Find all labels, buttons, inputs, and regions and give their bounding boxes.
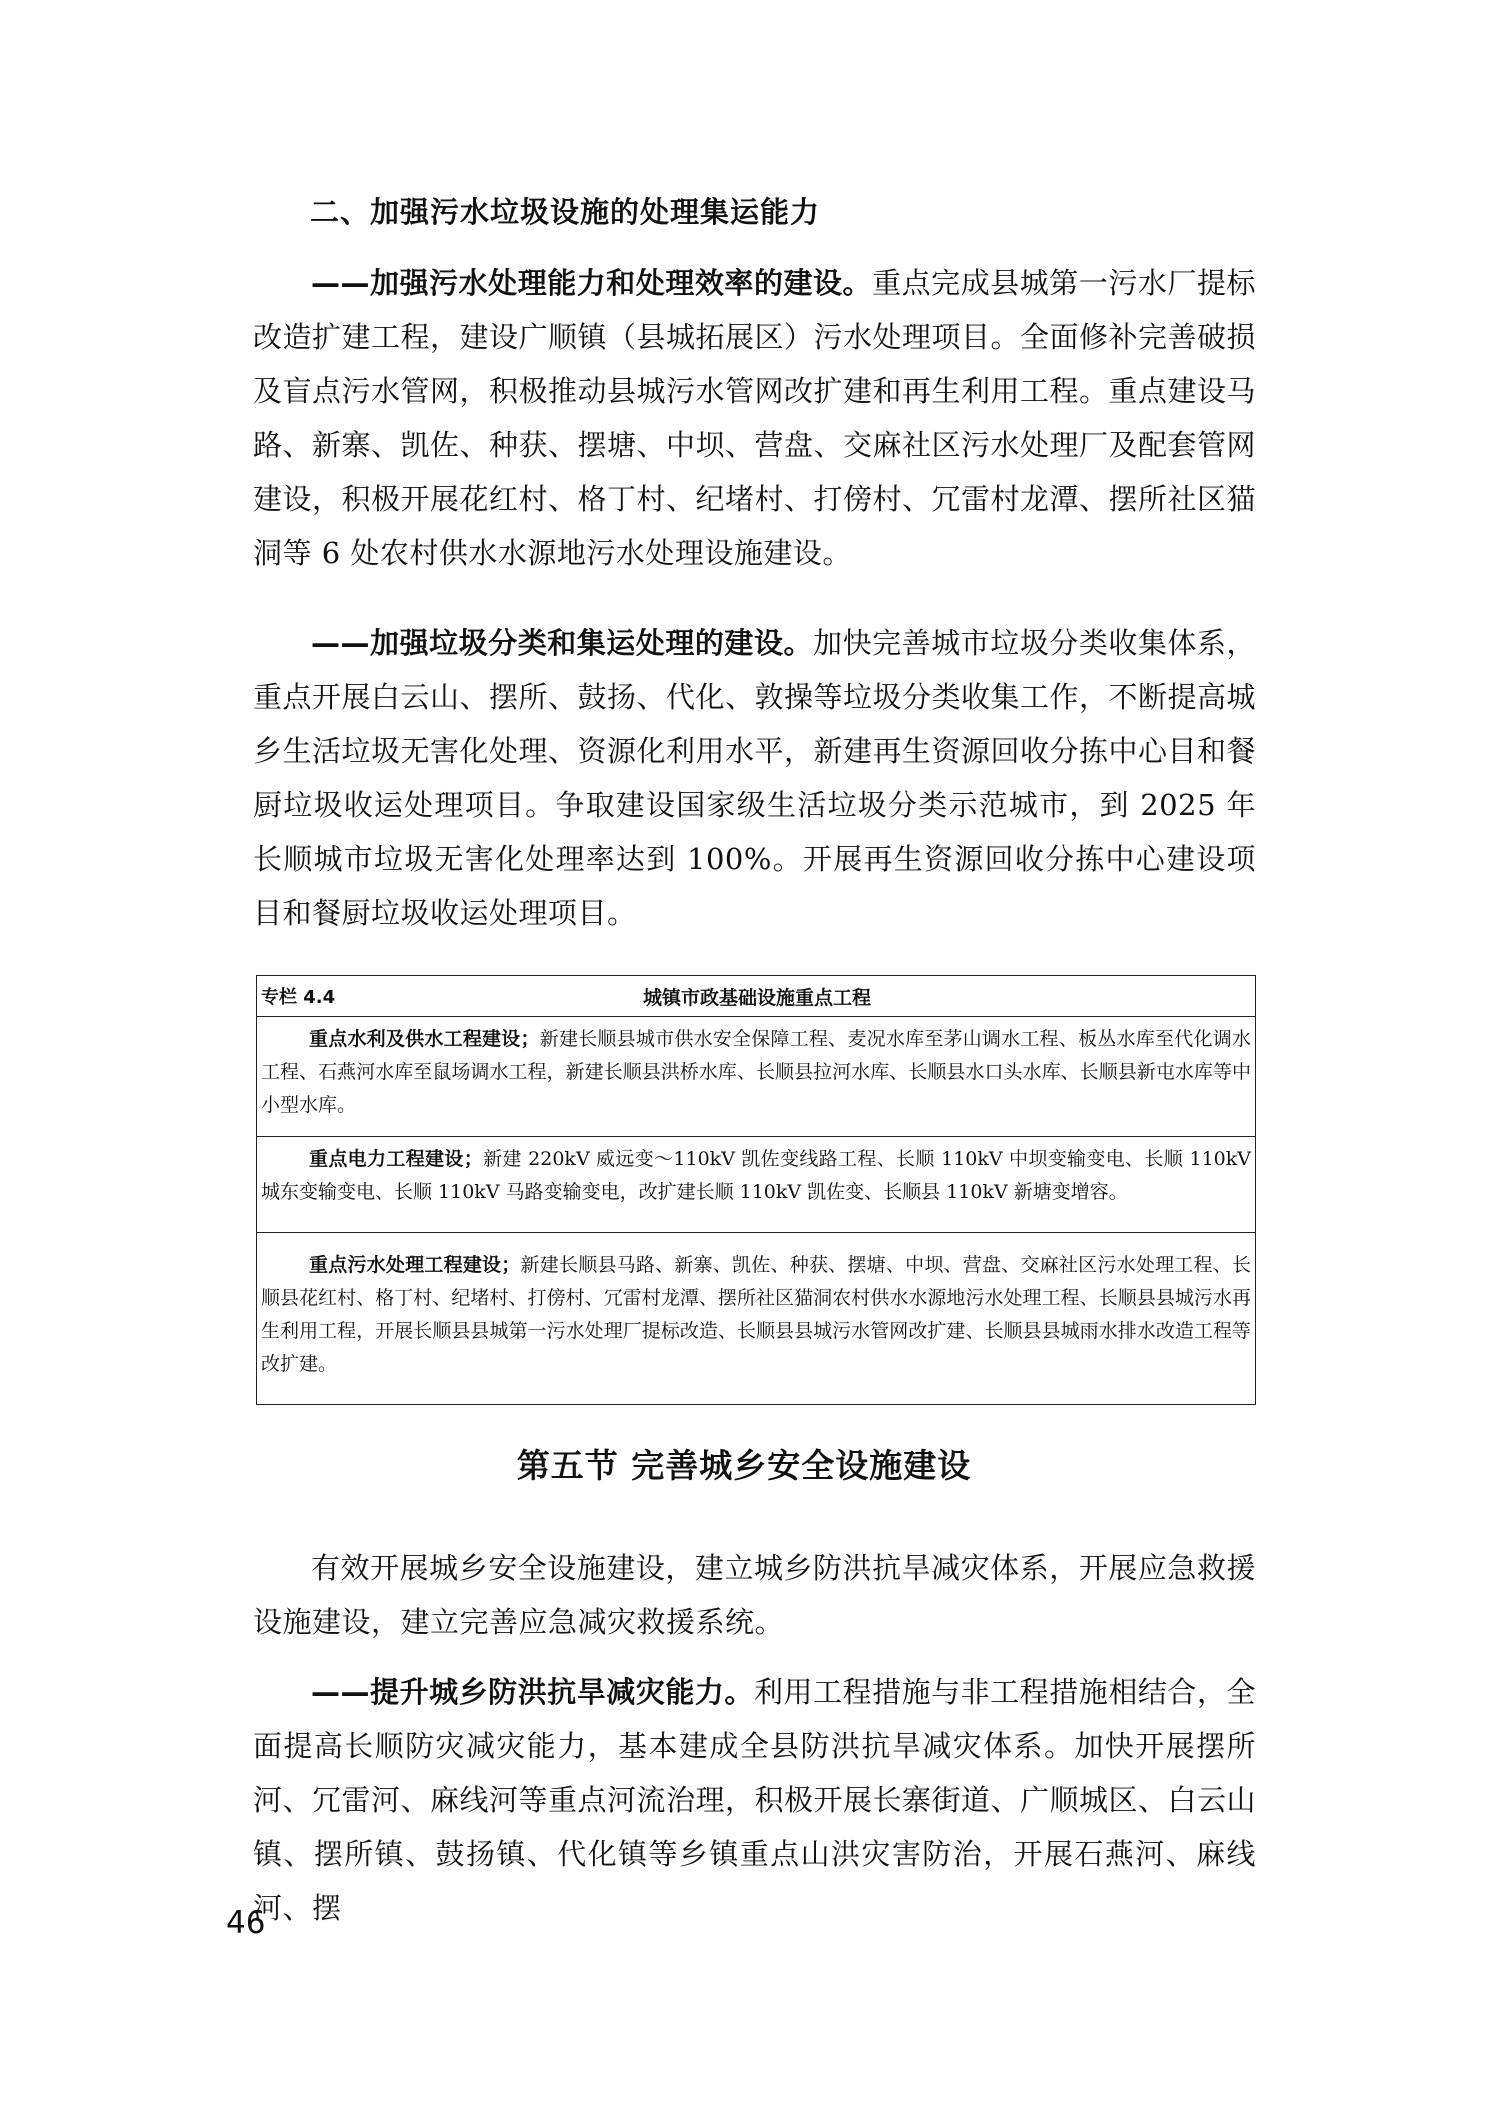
subsection-heading: 二、加强污水垃圾设施的处理集运能力 (310, 195, 821, 229)
page-number: 46 (226, 1905, 266, 1941)
feature-box (256, 975, 1256, 1405)
paragraph-text: 有效开展城乡安全设施建设，建立城乡防洪抗旱减灾体系，开展应急救援设施建设，建立完善应急减灾救援系统。 (253, 1551, 1256, 1639)
feature-box-header (257, 976, 1255, 1017)
feature-box-row-water (257, 1017, 1255, 1137)
feature-row-label: 重点污水处理工程建设； (309, 1254, 521, 1276)
paragraph-lead: ——加强污水处理能力和处理效率的建设。 (311, 266, 873, 300)
paragraph-text: 利用工程措施与非工程措施相结合，全面提高长顺防灾减灾能力，基本建成全县防洪抗旱减灾体系。加快开展摆所河、冗雷河、麻线河等重点河流治理，积极开展长寨街道、广顺城区、白云山镇、摆所镇、鼓扬镇、代化镇等乡镇重点山洪灾害防治，开展石燕河、麻线河、摆 (253, 1675, 1257, 1925)
feature-box-row-power (257, 1137, 1255, 1233)
feature-box-row-sewage (257, 1233, 1255, 1407)
feature-box-column-label: 专栏 4.4 (261, 987, 336, 1008)
feature-row-label: 重点电力工程建设； (309, 1148, 483, 1170)
feature-row-label: 重点水利及供水工程建设； (309, 1028, 540, 1050)
paragraph-text: 重点完成县城第一污水厂提标改造扩建工程，建设广顺镇（县城拓展区）污水处理项目。全面修补完善破损及盲点污水管网，积极推动县城污水管网改扩建和再生利用工程。重点建设马路、新寨、凯佐、种获、摆塘、中坝、营盘、交麻社区污水处理厂及配套管网建设，积极开展花红村、格丁村、纪堵村、打傍村、冗雷村龙潭、摆所社区猫洞等 6 处农村供水水源地污水处理设施建设。 (253, 266, 1257, 570)
section-title: 第五节 完善城乡安全设施建设 (516, 1446, 972, 1485)
paragraph-flood-control (253, 1665, 1256, 1935)
paragraph-text: 加快完善城市垃圾分类收集体系，重点开展白云山、摆所、鼓扬、代化、敦操等垃圾分类收集工作，不断提高城乡生活垃圾无害化处理、资源化利用水平，新建再生资源回收分拣中心目和餐厨垃圾收运处理项目。争取建设国家级生活垃圾分类示范城市，到 2025 年长顺城市垃圾无害化处理率达到 100%。开展再生资源回收分拣中心建设项目和餐厨垃圾收运处理项目。 (253, 626, 1257, 930)
paragraph-lead: ——加强垃圾分类和集运处理的建设。 (311, 626, 814, 660)
paragraph-lead: ——提升城乡防洪抗旱减灾能力。 (311, 1675, 754, 1709)
paragraph-safety-intro (253, 1541, 1256, 1649)
paragraph-garbage (253, 616, 1256, 940)
paragraph-sewage (253, 256, 1256, 580)
feature-row-text: 新建 220kV 威远变～110kV 凯佐变线路工程、长顺 110kV 中坝变输变电、长顺 110kV 城东变输变电、长顺 110kV 马路变输变电，改扩建长顺 110kV 凯佐变、长顺县 110kV 新塘变增容。 (261, 1148, 1251, 1203)
feature-box-title: 城镇市政基础设施重点工程 (642, 986, 871, 1009)
feature-row-text: 新建长顺县马路、新寨、凯佐、种获、摆塘、中坝、营盘、交麻社区污水处理工程、长顺县花红村、格丁村、纪堵村、打傍村、冗雷村龙潭、摆所社区猫洞农村供水水源地污水处理工程、长顺县县城污水再生利用工程，开展长顺县县城第一污水处理厂提标改造、长顺县县城污水管网改扩建、长顺县县城雨水排水改造工程等改扩建。 (261, 1254, 1251, 1375)
feature-row-text: 新建长顺县城市供水安全保障工程、麦况水库至茅山调水工程、板丛水库至代化调水工程、石燕河水库至鼠场调水工程，新建长顺县洪桥水库、长顺县拉河水库、长顺县水口头水库、长顺县新屯水库等中小型水库。 (261, 1028, 1251, 1116)
